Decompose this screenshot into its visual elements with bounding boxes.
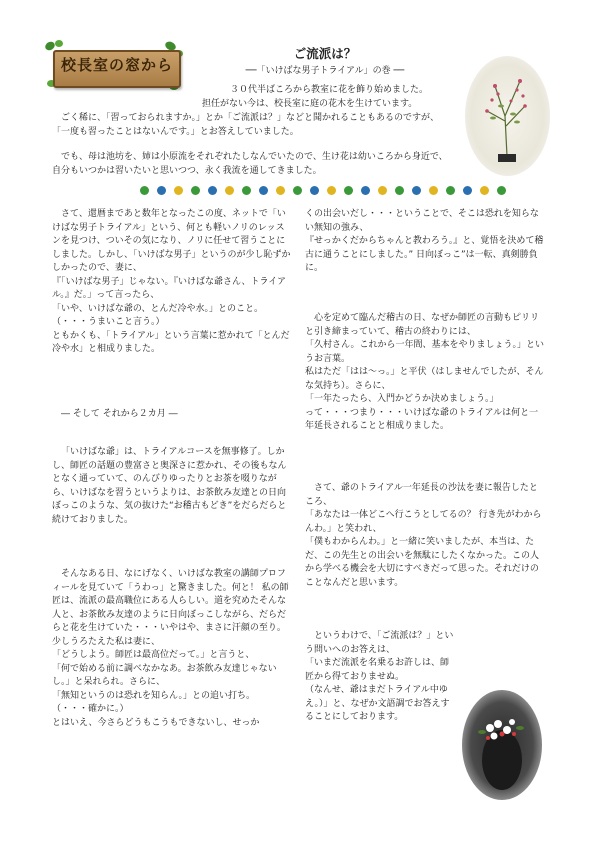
leaf-icon xyxy=(55,40,63,47)
divider-dot xyxy=(276,186,285,195)
divider-dot xyxy=(378,186,387,195)
divider-dot xyxy=(463,186,472,195)
divider-dot xyxy=(480,186,489,195)
dot-divider xyxy=(140,186,520,198)
divider-dot xyxy=(310,186,319,195)
divider-dot xyxy=(225,186,234,195)
intro-line-2: 担任がない今は、校長室に庭の花木を生けています。 xyxy=(202,99,418,109)
section-heading: ― そして それから２カ月 ― xyxy=(61,409,178,419)
right-paragraph-2: 心を定めて臨んだ稽古の日、なぜか師匠の言動もピリリと引き締まっていて、稽古の終わりには、 「久村さん。これから一年間、基本をやりましょう。」というお言葉。 私はただ「はは～っ。」と平伏（はしませんでしたが、そんな気持ち）。さらに、 「一年たったら、入門かどうか決めましょう。」 って・・・つまり・・・いけばな爺のトライアルは何と一年延長されることと相成りました。 xyxy=(305,313,545,431)
divider-dot xyxy=(344,186,353,195)
right-paragraph-4: というわけで、「ご流派は？」という問いへのお答えは、 「いまだ流派を名乗るお許しは、師匠から得ておりませぬ。 （なんせ、爺はまだトライアル中ゆえ。）」と、なぜか文語調でお答えすることにしております。 xyxy=(305,631,454,722)
divider-dot xyxy=(497,186,506,195)
left-paragraph-3: そんなある日、なにげなく、いけばな教室の講師プロフィールを見ていて「うわっ」と驚きました。何と！ 私の師匠は、流派の最高職位にある人らしい。道を究めたそんな人と、お茶飲み友達のように日向ぼっこしながら、だらだらと花を生けていた・・・いやはや、まさに汗顔の至り。 少しうろたえた私は妻に、 「どうしよう。師匠は最高位だって。」と言うと、 「何で始める前に調べなかなあ。お茶飲み友達じゃないし。」と呆れられ。さらに、 「無知というのは恐れを知らん。」との追い打ち。 （・・・確かに。） とはいえ、今さらどうもこうもできないし、せっか xyxy=(52,569,289,728)
divider-dot xyxy=(174,186,183,195)
divider-dot xyxy=(293,186,302,195)
divider-dot xyxy=(140,186,149,195)
divider-dot xyxy=(395,186,404,195)
divider-dot xyxy=(157,186,166,195)
flower-arrangement-photo-top xyxy=(465,56,550,176)
divider-dot xyxy=(361,186,370,195)
divider-dot xyxy=(259,186,268,195)
right-paragraph-1: くの出会いだし・・・ということで、そこは恐れを知らない無知の強み、 『せっかくだからちゃんと教わろう。』と、覚悟を決めて稽古に通うことにしました。” 日向ぼっこ”は一転、真剣勝負に。 xyxy=(305,209,544,273)
divider-dot xyxy=(429,186,438,195)
intro-line-1: ３０代半ばころから教室に花を飾り始めました。 xyxy=(230,85,429,95)
divider-dot xyxy=(446,186,455,195)
right-paragraph-3: さて、爺のトライアル一年延長の沙汰を妻に報告したところ、 「あなたは一体どこへ行こうとしてるの？ 行き先がわからんわ。」と笑われ、 「僕もわからんわ。」と一緒に笑いましたが、本当は、ただ、この先生との出会いを無駄にしたくなかった。この人から学べる機会を大切にすべきだって思った。それだけのことなんだと思います。 xyxy=(305,483,542,588)
page-subtitle: ──「いけばな男子トライアル」の巻 ── xyxy=(245,66,405,76)
divider-dot xyxy=(208,186,217,195)
divider-dot xyxy=(412,186,421,195)
flower-arrangement-photo-bottom xyxy=(462,690,542,800)
left-paragraph-2: 「いけばな爺」は、トライアルコースを無事修了。しかし、師匠の話題の豊富さと奥深さに惹かれ、その後もなんとなく通っていて、のんびりゆったりとお茶を啜りながら、いけばなを習うというよりは、お茶飲み友達との日向ぼっこのような、気の抜けた“お稽古もどき”をだらだらと続けておりました。 xyxy=(52,447,287,525)
divider-dot xyxy=(191,186,200,195)
sign-label: 校長室の窓から xyxy=(60,56,173,74)
divider-dot xyxy=(327,186,336,195)
corner-sign xyxy=(45,42,185,90)
page-title: ご流派は？ xyxy=(293,46,357,61)
intro-paragraph-2: でも、母は池坊を、姉は小原流をそれぞれたしなんでいたので、生け花は幼いころから身近で、自分もいつかは習いたいと思いつつ、永く我流を通してきました。 xyxy=(52,152,448,176)
intro-paragraph-1: ごく稀に、「習っておられますか。」とか「ご流派は？」などと聞かれることもあるのですが、「一度も習ったことはないんです。」とお答えしていました。 xyxy=(52,113,440,137)
left-paragraph-1: さて、還暦まであと数年となったこの度、ネットで「いけばな男子トライアル」という、何とも軽いノリのレッスンを見つけ、ついその気になり、ノリに任せて習うことにしました。しかし、「いけばな男子」というのが少し恥ずかしかったので、妻に、 『「いけばな男子」じゃない。『いけばな爺さん、トライアル。』だ。」って言ったら、 「いや、いけばな爺の、とんだ冷や水。」とのこと。 （・・・うまいこと言う。） ともかくも、「トライアル」という言葉に惹かれて「とんだ冷や水」と相成りました。 xyxy=(52,209,291,354)
divider-dot xyxy=(242,186,251,195)
